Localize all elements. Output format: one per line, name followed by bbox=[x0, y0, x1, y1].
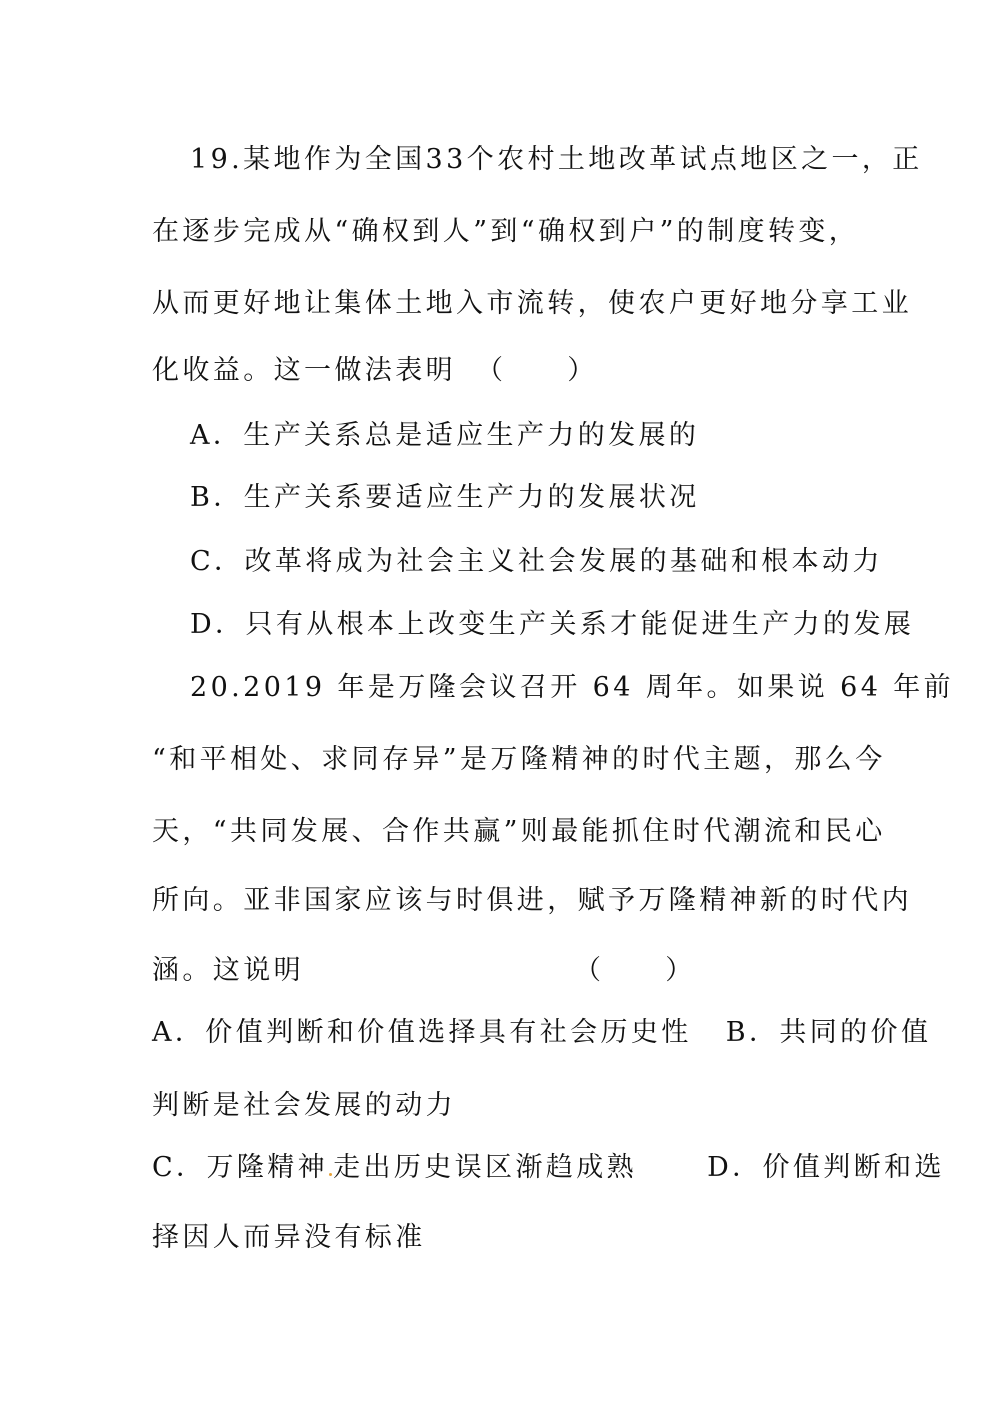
q20-line-1: 20.2019 年是万隆会议召开 64 周年。如果说 64 年前 bbox=[190, 672, 955, 703]
q19-stem-end: 化收益。这一做法表明 bbox=[152, 355, 456, 386]
q20-line-2: “和平相处、求同存异”是万隆精神的时代主题，那么今 bbox=[152, 744, 886, 775]
q19-line-3: 从而更好地让集体土地入市流转，使农户更好地分享工业 bbox=[152, 288, 912, 319]
q20-option-a: A．价值判断和价值选择具有社会历史性 bbox=[152, 1017, 692, 1048]
q19-line-4 bbox=[152, 353, 852, 389]
q20-line-5 bbox=[152, 953, 852, 989]
stray-dot-mark bbox=[329, 1173, 332, 1176]
q20-options-a-b bbox=[152, 1015, 932, 1051]
q20-option-b-end: 判断是社会发展的动力 bbox=[152, 1090, 456, 1121]
q19-option-b: B．生产关系要适应生产力的发展状况 bbox=[190, 482, 700, 513]
q20-line-4: 所向。亚非国家应该与时俱进，赋予万隆精神新的时代内 bbox=[152, 885, 912, 916]
q20-options-c-d bbox=[152, 1150, 945, 1186]
q20-option-c-part2: 走出历史误区渐趋成熟 bbox=[333, 1152, 638, 1183]
q20-answer-paren: （ ） bbox=[574, 955, 696, 986]
q20-option-d-end: 择因人而异没有标准 bbox=[152, 1222, 426, 1253]
q20-option-c-part1: C．万隆精神 bbox=[152, 1152, 329, 1183]
q19-line-2: 在逐步完成从“确权到人”到“确权到户”的制度转变， bbox=[152, 216, 860, 247]
q20-line-3: 天，“共同发展、合作共赢”则最能抓住时代潮流和民心 bbox=[152, 816, 886, 847]
q19-option-a: A．生产关系总是适应生产力的发展的 bbox=[190, 420, 700, 451]
q20-option-d-start: D．价值判断和选 bbox=[707, 1152, 945, 1183]
q19-line-1: 19.某地作为全国33个农村土地改革试点地区之一，正 bbox=[190, 144, 923, 175]
q20-stem-end: 涵。这说明 bbox=[152, 955, 304, 986]
q20-option-b-start: B．共同的价值 bbox=[725, 1017, 932, 1048]
q19-option-c: C．改革将成为社会主义社会发展的基础和根本动力 bbox=[190, 546, 883, 577]
q19-answer-paren: （ ） bbox=[476, 355, 598, 386]
q19-option-d: D．只有从根本上改变生产关系才能促进生产力的发展 bbox=[190, 609, 915, 640]
